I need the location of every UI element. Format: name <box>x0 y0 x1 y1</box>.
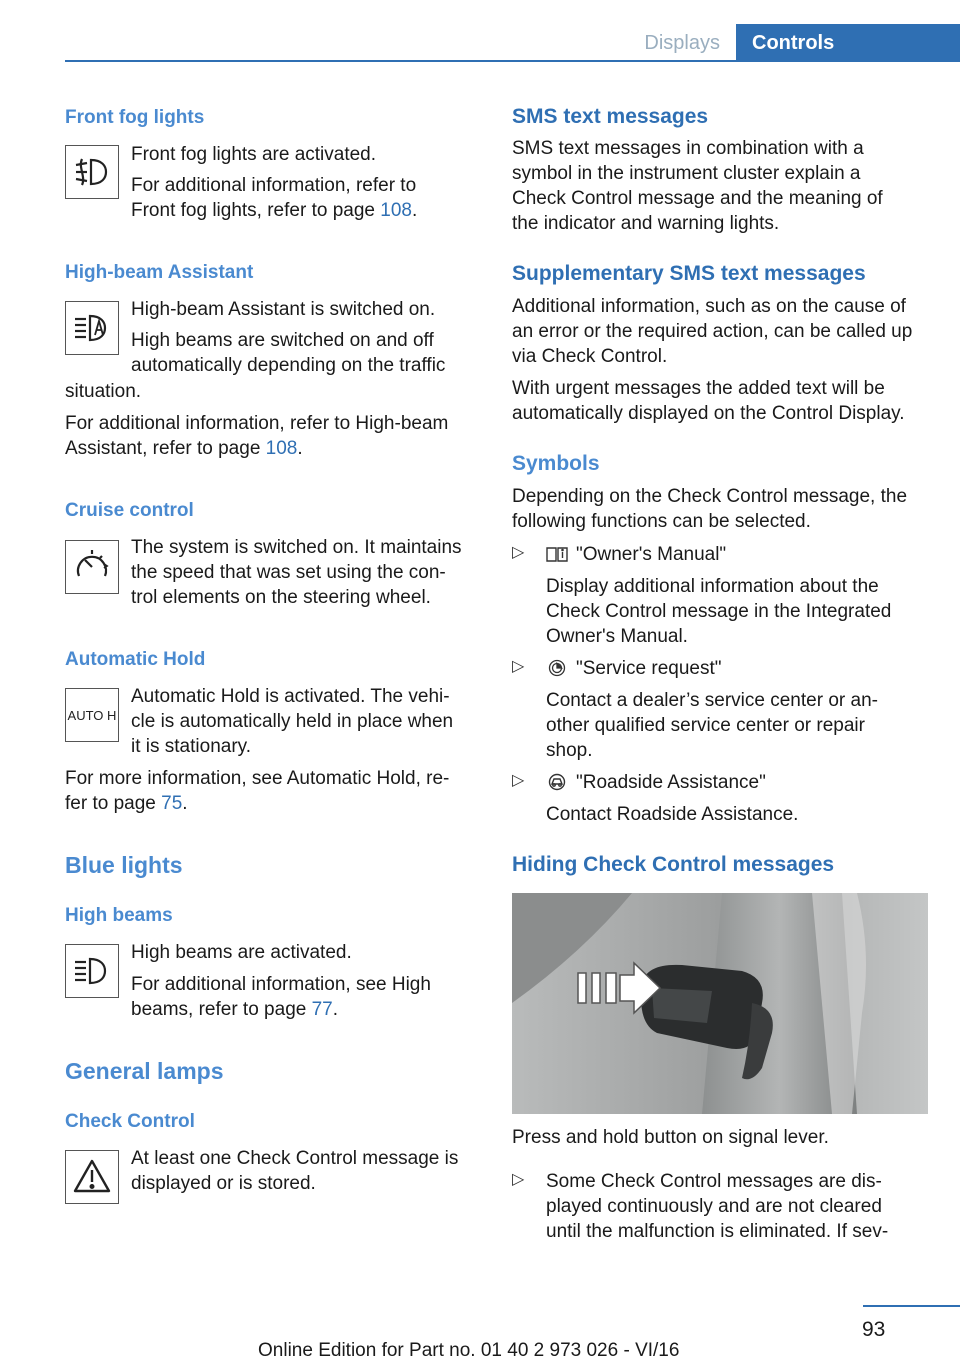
text-line: Automatic Hold is activated. The vehi‐ <box>131 686 450 707</box>
text-line: Check Control message and the meaning of <box>512 188 883 209</box>
text-line: For additional information, see High <box>131 974 431 995</box>
text-line: Contact Roadside Assistance. <box>546 804 799 825</box>
tab-controls[interactable]: Controls <box>736 24 960 62</box>
text-line: For more information, see Automatic Hold, re‐ <box>65 768 450 789</box>
text-line: situation. <box>65 381 142 402</box>
sms-heading: SMS text messages <box>512 105 709 128</box>
text-line: automatically displayed on the Control Display. <box>512 403 905 424</box>
hiding-check-control-heading: Hiding Check Control messages <box>512 853 835 876</box>
text-line: With urgent messages the added text will be <box>512 378 885 399</box>
text-line: High beams are switched on and off <box>131 330 434 351</box>
bullet-marker: ▷ <box>512 772 525 789</box>
text-line: the speed that was set using the con‐ <box>131 562 446 583</box>
service-request-label[interactable]: "Service request" <box>576 658 722 679</box>
text-line: The system is switched on. It maintains <box>131 537 462 558</box>
text-line: shop. <box>546 740 593 761</box>
supplementary-sms-heading: Supplementary SMS text messages <box>512 262 866 285</box>
text-line: played continuously and are not cleared <box>546 1196 882 1217</box>
signal-lever-photo <box>512 893 928 1114</box>
text-line: fer to page <box>65 793 162 814</box>
text-line: At least one Check Control message is <box>131 1148 459 1169</box>
text-line: Assistant, refer to page <box>65 438 266 459</box>
check-control-title: Check Control <box>65 1111 195 1132</box>
text-line: via Check Control. <box>512 346 668 367</box>
punct: . <box>182 793 188 814</box>
text-line: For additional information, refer to High-beam <box>65 413 449 434</box>
photo-caption: Press and hold button on signal lever. <box>512 1127 829 1148</box>
bullet-marker: ▷ <box>512 658 525 675</box>
automatic-hold-title: Automatic Hold <box>65 649 206 670</box>
high-beam-assistant-icon <box>65 301 119 355</box>
page-link-77[interactable]: 77 <box>311 999 333 1020</box>
text-line: the indicator and warning lights. <box>512 213 780 234</box>
high-beams-icon <box>65 944 119 998</box>
text-line: until the malfunction is eliminated. If sev‐ <box>546 1221 889 1242</box>
text-line: Owner's Manual. <box>546 626 688 647</box>
owners-manual-label[interactable]: "Owner's Manual" <box>576 544 727 565</box>
text-line: Additional information, such as on the cause of <box>512 296 906 317</box>
symbol-item-roadside-assistance <box>512 770 932 830</box>
warning-triangle-icon <box>65 1150 119 1204</box>
punct: . <box>297 438 303 459</box>
front-fog-title: Front fog lights <box>65 107 205 128</box>
high-beam-assistant-title: High-beam Assistant <box>65 262 254 283</box>
text-line: Display additional information about the <box>546 576 879 597</box>
text-line: symbol in the instrument cluster explain a <box>512 163 861 184</box>
owners-manual-icon[interactable] <box>546 545 568 563</box>
text-line: cle is automatically held in place when <box>131 711 454 732</box>
bullet-marker: ▷ <box>512 544 525 561</box>
punct: . <box>332 999 339 1020</box>
text-line: beams, refer to page <box>131 999 312 1020</box>
text-line: SMS text messages in combination with a <box>512 138 864 159</box>
blue-lights-heading: Blue lights <box>65 852 183 878</box>
roadside-assistance-label[interactable]: "Roadside Assistance" <box>576 772 766 793</box>
symbols-heading: Symbols <box>512 452 600 475</box>
front-fog-light-icon <box>65 145 119 199</box>
cruise-control-icon <box>65 540 119 594</box>
general-lamps-heading: General lamps <box>65 1058 224 1084</box>
text-line: an error or the required action, can be called up <box>512 321 913 342</box>
symbol-item-owners-manual <box>512 542 932 652</box>
high-beams-title: High beams <box>65 905 173 926</box>
header-rule <box>65 60 960 62</box>
punct: . <box>411 200 418 221</box>
page-link-108[interactable]: 108 <box>265 438 298 459</box>
text-line: Check Control message in the Integrated <box>546 601 892 622</box>
page-header <box>65 24 960 62</box>
text-line: Depending on the Check Control message, the <box>512 486 908 507</box>
symbol-item-service-request <box>512 656 932 766</box>
bullet-marker: ▷ <box>512 1171 525 1188</box>
text-line: following functions can be selected. <box>512 511 811 532</box>
text-line: trol elements on the steering wheel. <box>131 587 431 608</box>
text-line: displayed or is stored. <box>131 1173 316 1194</box>
page-number: 93 <box>862 1318 886 1341</box>
text-line: Front fog lights, refer to page <box>131 200 381 221</box>
text-line: automatically depending on the traffic <box>131 355 446 376</box>
tab-displays[interactable]: Displays <box>644 32 720 54</box>
footer-rule <box>863 1305 960 1307</box>
cruise-control-title: Cruise control <box>65 500 194 521</box>
auto-hold-icon: AUTO H <box>65 688 119 742</box>
footer-edition: Online Edition for Part no. 01 40 2 973 026 - VI/16 <box>258 1340 680 1361</box>
hiding-bullet-item <box>512 1169 932 1249</box>
text-line: High-beam Assistant is switched on. <box>131 299 436 320</box>
text-line: Contact a dealer’s service center or an‐ <box>546 690 878 711</box>
text-line: Some Check Control messages are dis‐ <box>546 1171 882 1192</box>
roadside-assistance-icon[interactable] <box>546 773 568 791</box>
text-line: Front fog lights are activated. <box>131 144 377 165</box>
page-link-75[interactable]: 75 <box>161 793 183 814</box>
text-line: other qualified service center or repair <box>546 715 865 736</box>
text-line: High beams are activated. <box>131 942 352 963</box>
text-line: For additional information, refer to <box>131 175 417 196</box>
page-link-108[interactable]: 108 <box>380 200 412 221</box>
service-request-icon[interactable] <box>546 659 568 677</box>
text-line: it is stationary. <box>131 736 252 757</box>
